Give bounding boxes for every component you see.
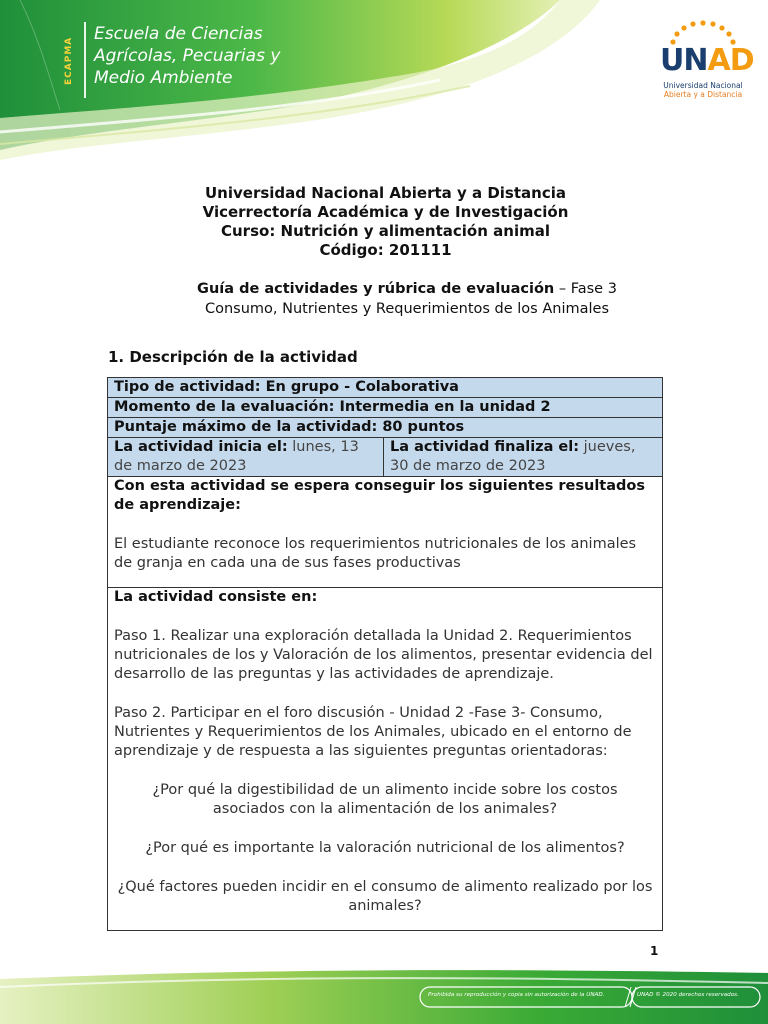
- dates-row: [108, 438, 662, 477]
- guide-title-block: [108, 279, 706, 319]
- end-date-label: La actividad finaliza el:: [390, 439, 580, 455]
- learning-outcomes-heading: Con esta actividad se espera conseguir los siguientes resultados de aprendizaje:: [114, 478, 645, 513]
- activity-type-row: Tipo de actividad: En grupo - Colaborativa: [108, 378, 662, 398]
- activity-consists-heading: La actividad consiste en:: [114, 589, 318, 605]
- logo-letter-n: N: [683, 43, 708, 78]
- max-score-row: Puntaje máximo de la actividad: 80 puntos: [108, 418, 662, 438]
- guiding-question-3: ¿Qué factores pueden incidir en el consumo de alimento realizado por los animales?: [117, 879, 653, 914]
- vicerrectoria-name: Vicerrectoría Académica y de Investigación: [202, 203, 569, 221]
- guiding-question-1: ¿Por qué la digestibilidad de un alimento incide sobre los costos asociados con la alimentación de los animales?: [152, 782, 618, 817]
- footer-copy-notice: Prohibida su reproducción y copia sin autorización de la UNAD.: [428, 992, 605, 998]
- header-banner: [0, 0, 768, 160]
- school-name-line: Medio Ambiente: [94, 68, 233, 88]
- course-code: Código: 201111: [319, 241, 452, 259]
- logo-wordmark: [660, 43, 754, 78]
- course-name: Curso: Nutrición y alimentación animal: [221, 222, 550, 240]
- school-name-line: Escuela de Ciencias: [94, 24, 263, 44]
- document-title-block: [108, 184, 663, 260]
- learning-outcomes-block: [114, 477, 656, 587]
- step-2-text: Paso 2. Participar en el foro discusión - Unidad 2 -Fase 3- Consumo, Nutrientes y Requerimientos de los Animales, ubicado en el entorno de aprendizaje y de respuesta a las siguientes preguntas orientadoras:: [114, 705, 632, 759]
- step-1-text: Paso 1. Realizar una exploración detallada la Unidad 2. Requerimientos nutricionales de los y Valoración de los alimentos, presentar evidencia del desarrollo de las preguntas y las actividades de aprendizaje.: [114, 628, 653, 682]
- start-date-value: lunes, 13 de marzo de 2023: [114, 439, 359, 474]
- school-name: [94, 23, 280, 89]
- activity-table: [107, 377, 663, 931]
- guide-title-bold: Guía de actividades y rúbrica de evaluación: [197, 281, 555, 297]
- logo-caption-line2: Abierta y a Distancia: [663, 90, 743, 99]
- logo-letters-ad: AD: [707, 43, 754, 78]
- school-name-divider: [84, 22, 86, 98]
- section-heading: 1. Descripción de la actividad: [108, 348, 358, 366]
- activity-description-block: [114, 588, 656, 930]
- footer-rights-text: UNAD © 2020 derechos reservados.: [637, 992, 739, 998]
- evaluation-moment-row: Momento de la evaluación: Intermedia en la unidad 2: [108, 398, 662, 418]
- unad-logo: [660, 20, 754, 100]
- guide-subtitle: Consumo, Nutrientes y Requerimientos de los Animales: [204, 301, 609, 317]
- page-number: 1: [650, 944, 659, 958]
- activity-description-row: [108, 588, 662, 930]
- logo-letter-u: U: [660, 43, 684, 78]
- university-name: Universidad Nacional Abierta y a Distancia: [205, 184, 566, 202]
- start-date-label: La actividad inicia el:: [114, 439, 288, 455]
- logo-caption-line1: Universidad Nacional: [663, 81, 743, 90]
- school-name-line: Agrícolas, Pecuarias y: [94, 46, 281, 66]
- guide-title-phase: – Fase 3: [554, 281, 617, 297]
- start-date-cell: [108, 438, 384, 476]
- end-date-value: jueves, 30 de marzo de 2023: [390, 439, 636, 474]
- learning-outcomes-row: [108, 477, 662, 588]
- guide-title: [108, 279, 706, 299]
- guiding-question-2: ¿Por qué es importante la valoración nutricional de los alimentos?: [145, 840, 625, 856]
- ecapma-vertical-label: ECAPMA: [64, 36, 74, 86]
- end-date-cell: [384, 438, 662, 476]
- learning-outcomes-text: El estudiante reconoce los requerimientos nutricionales de los animales de granja en cada una de sus fases productivas: [114, 536, 637, 571]
